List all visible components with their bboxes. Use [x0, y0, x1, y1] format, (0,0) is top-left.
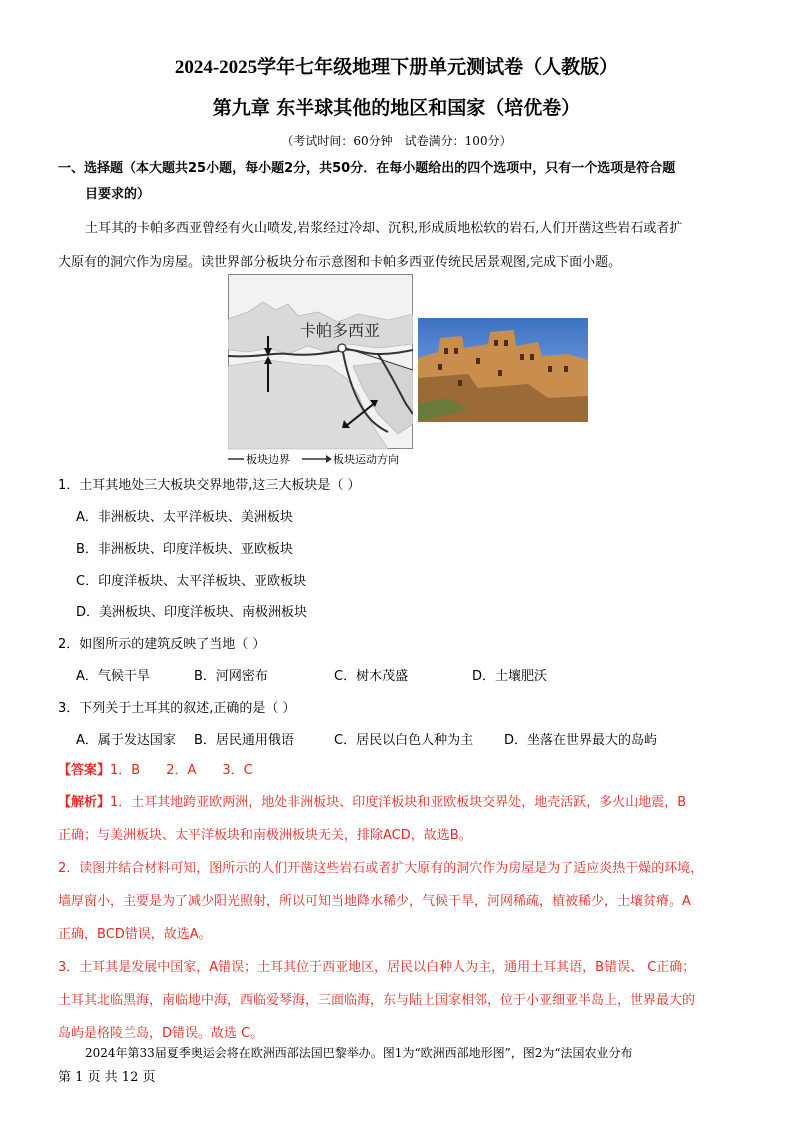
passage-line-1: 土耳其的卡帕多西亚曾经有火山喷发,岩浆经过冷却、沉积,形成质地松软的岩石,人们开凿这些岩石或者扩 — [85, 221, 683, 236]
question-2-option-c: C．树木茂盛 — [334, 669, 409, 684]
analysis-line-2: 正确；与美洲板块、太平洋板块和南极洲板块无关，排除ACD，故选B。 — [58, 828, 472, 843]
question-2-option-b: B．河网密布 — [194, 669, 268, 684]
analysis-label: 【解析】 — [58, 795, 111, 810]
next-passage: 2024年第33届夏季奥运会将在欧洲西部法国巴黎举办。图1为“欧洲西部地形图”，图2为“法国农业分布 — [85, 1046, 633, 1060]
question-3-option-c: C．居民以白色人种为主 — [334, 733, 474, 748]
question-3-option-b: B．居民通用俄语 — [194, 733, 294, 748]
cappadocia-label: 卡帕多西亚 — [300, 321, 381, 340]
question-3-option-d: D．坐落在世界最大的岛屿 — [504, 733, 658, 748]
page-title: 2024-2025学年七年级地理下册单元测试卷（人教版） — [174, 57, 619, 78]
exam-info: （考试时间：60分钟 试卷满分：100分） — [281, 134, 512, 148]
analysis-line-1: 1．土耳其地跨亚欧两洲，地处非洲板块、印度洋板块和亚欧板块交界处，地壳活跃，多火山地震，B — [110, 795, 687, 810]
answer-text: 1．B 2．A 3．C — [110, 763, 253, 778]
cappadocia-marker — [338, 344, 346, 352]
analysis-line-6: 3．土耳其是发展中国家，A错误；土耳其位于西亚地区，居民以白种人为主，通用土耳其语，B错误、 C正确； — [58, 960, 696, 975]
plate-map-figure — [228, 274, 413, 468]
reading-passage — [58, 212, 738, 280]
page-footer: 第 1 页 共 12 页 — [58, 1070, 156, 1085]
section-heading-line1: 一、选择题（本大题共25小题，每小题2分，共50分．在每小题给出的四个选项中，只有一个选项是符合题 — [58, 161, 676, 176]
chapter-subtitle: 第九章 东半球其他的地区和国家（培优卷） — [212, 97, 581, 119]
passage-line-2: 大原有的洞穴作为房屋。读世界部分板块分布示意图和卡帕多西亚传统民居景观图,完成下面小题。 — [58, 255, 622, 270]
question-3-stem: 3．下列关于土耳其的叙述,正确的是（ ） — [58, 701, 296, 716]
analysis-line-7: 土耳其北临黑海，南临地中海，西临爱琴海，三面临海，东与陆上国家相邻，位于小亚细亚半岛上，世界最大的 — [58, 993, 696, 1008]
legend-motion-label: 板块运动方向 — [333, 453, 399, 466]
plate-map — [228, 274, 413, 468]
question-2-option-a: A．气候干旱 — [76, 669, 150, 684]
house-photo-svg — [418, 318, 588, 422]
analysis-line-5: 正确，BCD错误，故选A。 — [58, 927, 212, 942]
answer-block — [58, 754, 253, 787]
question-3-option-a: A．属于发达国家 — [76, 733, 176, 748]
analysis-line-3: 2．读图并结合材料可知，图所示的人们开凿这些岩石或者扩大原有的洞穴作为房屋是为了适应炎热干燥的环境， — [58, 861, 704, 876]
question-1-option-d: D．美洲板块、印度洋板块、南极洲板块 — [76, 605, 308, 620]
question-1-option-a: A．非洲板块、太平洋板块、美洲板块 — [76, 510, 293, 525]
question-2-stem: 2．如图所示的建筑反映了当地（ ） — [58, 637, 266, 652]
analysis-line-4: 墙厚窗小，主要是为了减少阳光照射，所以可知当地降水稀少，气候干旱，河网稀疏，植被稀少，土壤贫瘠。A — [58, 894, 691, 909]
section-heading-line2: 目要求的） — [85, 187, 151, 202]
analysis-line-8: 岛屿是格陵兰岛，D错误。故选 C。 — [58, 1026, 264, 1041]
question-1-option-c: C．印度洋板块、太平洋板块、亚欧板块 — [76, 574, 307, 589]
question-2-option-d: D．土壤肥沃 — [472, 669, 548, 684]
analysis-block — [58, 786, 748, 1050]
question-1-option-b: B．非洲板块、印度洋板块、亚欧板块 — [76, 542, 293, 557]
cappadocia-house-photo — [418, 318, 588, 422]
question-1-stem: 1．土耳其地处三大板块交界地带,这三大板块是（ ） — [58, 478, 361, 493]
legend-boundary-label: 板块边界 — [246, 453, 290, 466]
section-heading — [58, 156, 738, 208]
answer-label: 【答案】 — [58, 763, 111, 778]
